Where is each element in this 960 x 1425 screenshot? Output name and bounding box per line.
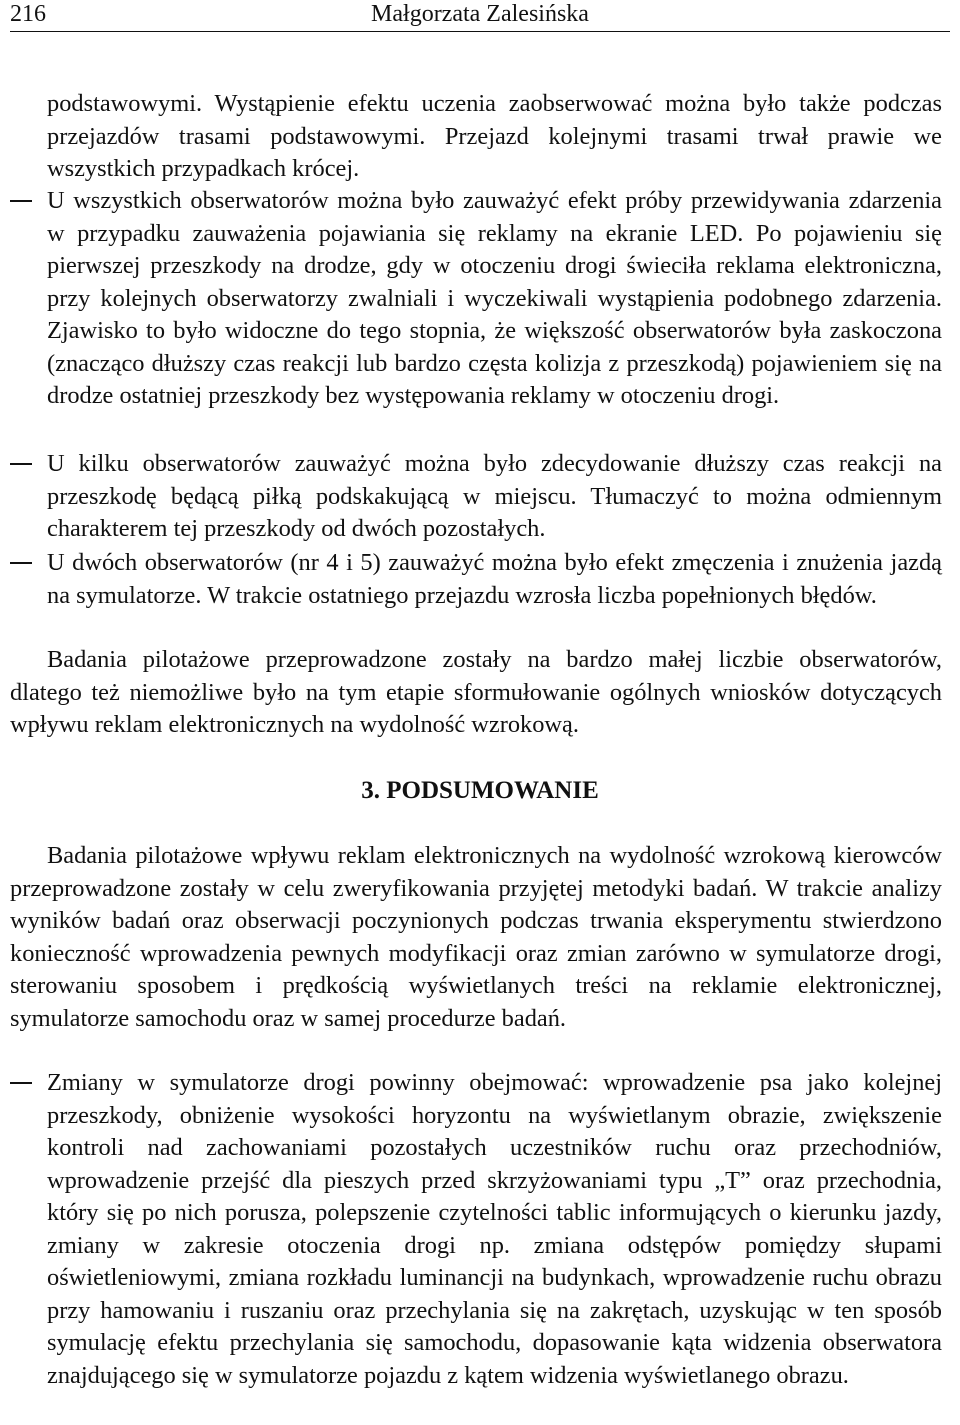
page-number: 216 bbox=[10, 1, 46, 27]
section-heading: 3. PODSUMOWANIE bbox=[361, 777, 599, 804]
body-paragraph: Badania pilotażowe przeprowadzone zostały na bardzo małej liczbie obserwatorów, dlatego też niemożliwe było na tym etapie sformułowanie ogólnych wniosków dotyczących wpływu reklam elektronicznych na wydolność wzrokową. bbox=[10, 646, 942, 738]
dash-bullet bbox=[10, 200, 32, 202]
list-item-text: Zmiany w symulatorze drogi powinny obejmować: wprowadzenie psa jako kolejnej przeszkody, obniżenie wysokości horyzontu na wyświetlanym obrazie, zwiększenie kontroli nad zachowaniami pozostałych uczestników ruchu oraz przechodniów, wprowadzenie przejść dla pieszych przed skrzyżowaniami typu „T” oraz przechodnia, który się po nich porusza, polepszenie czytelności tablic informujących o kierunku jazdy, zmiany w zakresie otoczenia drogi np. zmiana odstępów pomiędzy słupami oświetleniowymi, zmiana rozkładu luminancji na budynkach, wprowadzenie ruchu obrazu przy hamowaniu i ruszaniu oraz przechylania się na zakrętach, uzyskując w ten sposób symulację efektu przechylania się samochodu, dopasowanie kąta widzenia obserwatora znajdującego się w symulatorze pojazdu z kątem widzenia wyświetlanego obrazu. bbox=[47, 1069, 942, 1389]
summary-paragraph: Badania pilotażowe wpływu reklam elektronicznych na wydolność wzrokową kierowców przeprowadzone zostały w celu zweryfikowania przyjętej metodyki badań. W trakcie analizy wyników badań oraz obserwacji poczynionych podczas trwania eksperymentu stwierdzono konieczność wprowadzenia pewnych modyfikacji oraz zmian zarówno w symulatorze drogi, sterowaniu sposobem i prędkością wyświetlanych treści na reklamie elektronicznej, symulatorze samochodu oraz w samej procedurze badań. bbox=[10, 842, 942, 1032]
continued-paragraph: podstawowymi. Wystąpienie efektu uczenia zaobserwować można było także podczas przejazdów trasami podstawowymi. Przejazd kolejnymi trasami trwał prawie we wszystkich przypadkach krócej. bbox=[47, 90, 942, 182]
list-item bbox=[47, 448, 942, 546]
dash-bullet bbox=[10, 1082, 32, 1084]
running-head-author: Małgorzata Zalesińska bbox=[371, 1, 589, 27]
list-item bbox=[47, 547, 942, 612]
dash-bullet bbox=[10, 463, 32, 465]
list-item-text: U wszystkich obserwatorów można było zauważyć efekt próby przewidywania zdarzenia w przypadku zauważenia pojawiania się reklamy na ekranie LED. Po pojawieniu się pierwszej przeszkody na drodze, gdy w otoczeniu drogi świeciła reklama elektroniczna, przy kolejnych obserwatorzy zwalniali i wyczekiwali wystąpienia podobnego zdarzenia. Zjawisko to było widoczne do tego stopnia, że większość obserwatorów była zaskoczona (znacząco dłuższy czas reakcji lub bardzo częsta kolizja z przeszkodą) pojawieniem się na drodze ostatniej przeszkody bez występowania reklamy w otoczeniu drogi. bbox=[47, 187, 942, 409]
list-item bbox=[47, 1067, 942, 1392]
running-header bbox=[10, 0, 950, 32]
dash-bullet bbox=[10, 562, 32, 564]
list-item-text: U kilku obserwatorów zauważyć można było zdecydowanie dłuższy czas reakcji na przeszkodę będącą piłką podskakującą w miejscu. Tłumaczyć to można odmiennym charakterem tej przeszkody od dwóch pozostałych. bbox=[47, 450, 942, 542]
list-item bbox=[47, 185, 942, 413]
list-item-text: U dwóch obserwatorów (nr 4 i 5) zauważyć można było efekt zmęczenia i znużenia jazdą na symulatorze. W trakcie ostatniego przejazdu wzrosła liczba popełnionych błędów. bbox=[47, 549, 942, 609]
